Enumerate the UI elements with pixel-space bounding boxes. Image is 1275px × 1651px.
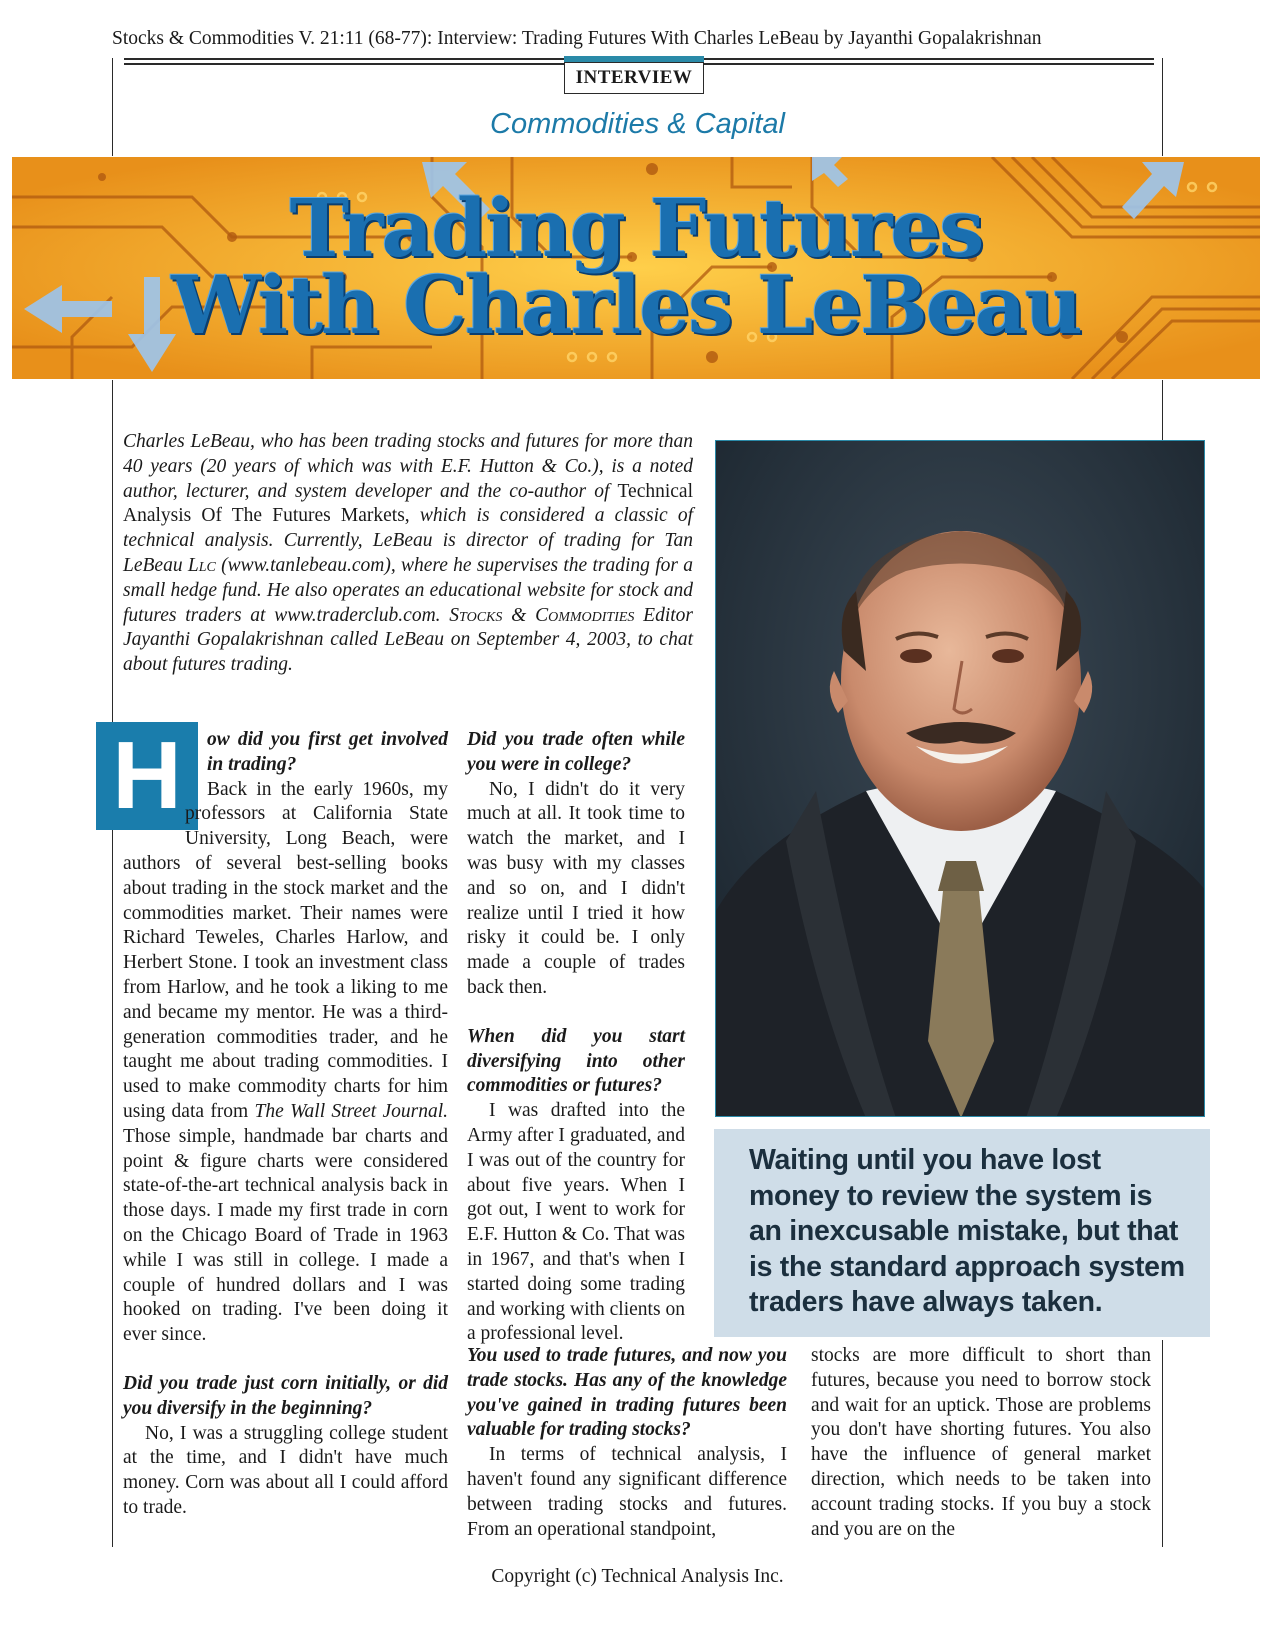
answer-4: I was drafted into the Army after I graduated, and I was out of the country for about five years. When I got out, I went to work for E.F. Hutton & Co. That was in 1967, and that's when I started doing some trading and working with clients on a professional level. (467, 1100, 685, 1345)
answer-3: No, I didn't do it very much at all. It took time to watch the market, and I was busy with my classes and so on, and I didn't realize until I tried it how risky it could be. I only made a couple of trades back then. (467, 778, 685, 998)
intro-text-2: which is considered a classic of technical analysis. Currently, LeBeau is director of trading for Tan LeBeau (123, 505, 693, 576)
intro-text-3: (www.tanlebeau.com), where he supervises the trading for a small hedge fund. He also operates an educational website for stock and futures traders at www.traderclub.com. (123, 554, 693, 626)
left-margin-rule (112, 58, 113, 156)
intro-text-1: Charles LeBeau, who has been trading stocks and futures for more than 40 years (20 years of which was with E.F. Hutton & Co.), is a noted author, lecturer, and system developer and the co-author of (123, 431, 693, 502)
question-5: You used to trade futures, and now you trade stocks. Has any of the knowledge you've gained in trading futures been valuable for trading stocks? (467, 1345, 787, 1441)
pull-quote: Waiting until you have lost money to review the system is an inexcusable mistake, but that is the standard approach system traders have always taken. (714, 1129, 1210, 1337)
intro-ampersand: & (502, 604, 536, 626)
question-3: Did you trade often while you were in college? (467, 729, 685, 775)
answer-1-text-a: Back in the early 1960s, my professors at California State University, Long Beach, were authors of several best-selling books about trading in the stock market and the commodities market. Their names were Richard Teweles, Charles Harlow, and Herbert Stone. I took an investment class from Harlow, and he took a liking to me and became my mentor. He was a third-generation commodities trader, and he taught me about trading commodities. I used to make commodity charts for him using data from (123, 778, 448, 1122)
copyright-footer: Copyright (c) Technical Analysis Inc. (491, 1566, 784, 1587)
charles-lebeau-portrait (716, 441, 1205, 1117)
answer-1-text-b: Those simple, handmade bar charts and point & figure charts were considered state-of-the-art technical analysis back in those days. I made my first trade in corn on the Chicago Board of Trade in 1963 while I was still in college. I made a couple of hundred dollars and I was hooked on trading. I've been doing it ever since. (123, 1125, 448, 1346)
kicker: Commodities & Capital (490, 108, 785, 140)
article-column-3 (811, 1344, 1151, 1542)
intro-book-title: Technical Analysis Of The Futures Markets, (123, 480, 693, 527)
answer-2: No, I was a struggling college student at the time, and I didn't have much money. Corn was about all I could afford to trade. (123, 1422, 448, 1518)
article-title-line-1: Trading Futures (289, 181, 983, 275)
question-4: When did you start diversifying into other commodities or futures? (467, 1025, 685, 1097)
title-banner (12, 157, 1260, 379)
question-1: ow did you first get involved in trading? (207, 729, 448, 775)
right-margin-rule (1162, 58, 1163, 156)
question-2: Did you trade just corn initially, or did you diversify in the beginning? (123, 1372, 448, 1419)
drop-cap: H (96, 722, 198, 830)
intro-magazine-name-2: Commodities (535, 604, 635, 626)
intro-text-4: Editor Jayanthi Gopalakrishnan called LeBeau on September 4, 2003, to chat about futures trading. (123, 604, 694, 676)
article-column-2-bottom (467, 1344, 787, 1542)
right-margin-rule-bottom (1162, 1340, 1163, 1547)
answer-1-publication: The Wall Street Journal. (254, 1100, 449, 1122)
right-margin-rule-lower (1162, 380, 1163, 440)
answer-1 (123, 778, 448, 1348)
running-head: Stocks & Commodities V. 21:11 (68-77): Interview: Trading Futures With Charles LeBeau by Jayanthi Gopalakrishnan (112, 28, 1042, 49)
article-column-1 (123, 728, 448, 1521)
left-margin-rule-lower (112, 380, 113, 1547)
intro-deck (123, 430, 693, 678)
portrait-photo (715, 440, 1205, 1117)
answer-5-continued: stocks are more difficult to short than futures, because you need to borrow stock and wait for an uptick. Those are problems you don't have shorting futures. You also have the influence of general market direction, which needs to be taken into account trading stocks. If you buy a stock and you are on the (811, 1345, 1151, 1540)
intro-llc: Llc (187, 554, 216, 576)
answer-5: In terms of technical analysis, I haven't found any significant difference between trading stocks and futures. From an operational standpoint, (467, 1444, 787, 1540)
article-title-line-2: With Charles LeBeau (171, 258, 1081, 352)
intro-magazine-name-1: Stocks (449, 604, 503, 626)
article-column-2 (467, 728, 685, 1347)
section-tag: INTERVIEW (564, 62, 704, 94)
